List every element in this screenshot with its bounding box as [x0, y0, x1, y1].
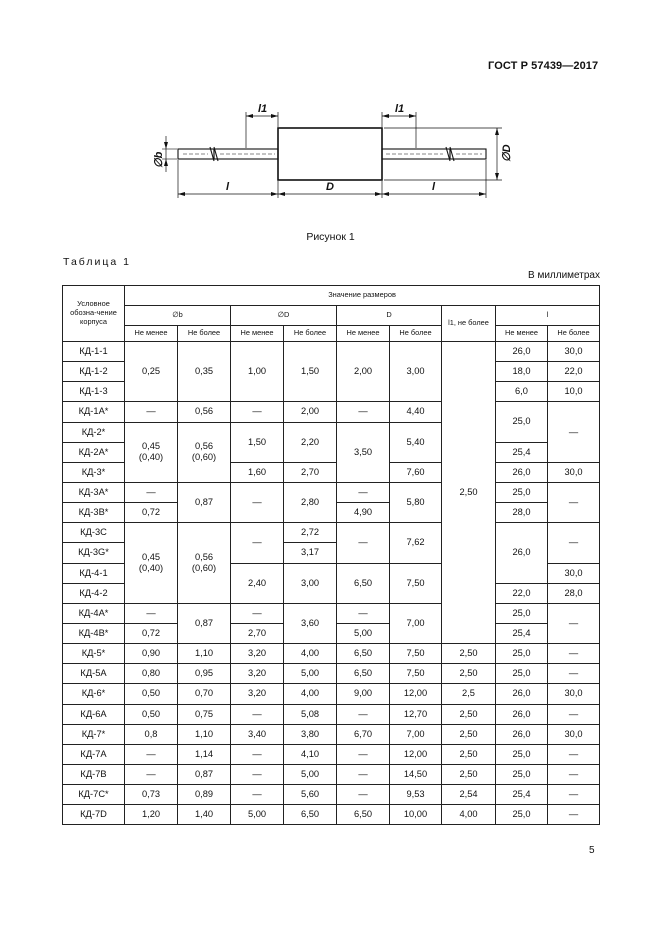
- cell: 0,35: [178, 342, 231, 402]
- cell: —: [231, 603, 284, 623]
- cell: 7,50: [390, 664, 442, 684]
- dimensions-table: [62, 285, 600, 825]
- package-body: [278, 128, 382, 180]
- cell: 1,60: [231, 462, 284, 482]
- cell: 0,75: [178, 704, 231, 724]
- table-row: [63, 724, 600, 744]
- cell-designation: КД-7D: [63, 805, 125, 825]
- cell: 2,54: [442, 785, 496, 805]
- cell: 2,70: [231, 623, 284, 643]
- cell: 2,50: [442, 704, 496, 724]
- cell: 26,0: [496, 724, 548, 744]
- cell: 0,25: [125, 342, 178, 402]
- cell: 0,72: [125, 623, 178, 643]
- cell: —: [548, 402, 600, 462]
- cell: 25,0: [496, 482, 548, 502]
- cell: 28,0: [548, 583, 600, 603]
- cell: 25,0: [496, 644, 548, 664]
- cell: 6,0: [496, 382, 548, 402]
- cell: —: [125, 764, 178, 784]
- cell: 5,60: [284, 785, 337, 805]
- cell-designation: КД-1-1: [63, 342, 125, 362]
- cell: 9,53: [390, 785, 442, 805]
- cell: 2,40: [231, 563, 284, 603]
- cell: 0,87: [178, 603, 231, 643]
- cell-designation: КД-4-1: [63, 563, 125, 583]
- cell: 12,00: [390, 744, 442, 764]
- header-l: l: [496, 306, 600, 326]
- cell-designation: КД-5*: [63, 644, 125, 664]
- cell: 2,5: [442, 684, 496, 704]
- table-row: [63, 764, 600, 784]
- dim-lead-diameter: ∅b: [153, 151, 165, 168]
- table-row: [63, 644, 600, 664]
- header-max: Не более: [548, 326, 600, 342]
- cell: 5,00: [284, 664, 337, 684]
- cell: —: [337, 603, 390, 623]
- cell: 10,0: [548, 382, 600, 402]
- cell: 0,87: [178, 764, 231, 784]
- table-row: [63, 603, 600, 623]
- cell: 25,0: [496, 764, 548, 784]
- cell: 0,56 (0,60): [178, 523, 231, 604]
- cell: 3,17: [284, 543, 337, 563]
- cell: 6,50: [337, 644, 390, 664]
- cell-designation: КД-3*: [63, 462, 125, 482]
- cell: 25,0: [496, 805, 548, 825]
- header-diam-D: ∅D: [231, 306, 337, 326]
- cell: 3,50: [337, 422, 390, 482]
- cell: 9,00: [337, 684, 390, 704]
- cell: 4,10: [284, 744, 337, 764]
- cell: 3,00: [390, 342, 442, 402]
- cell-designation: КД-5А: [63, 664, 125, 684]
- header-b: ∅b: [125, 306, 231, 326]
- cell-designation: КД-7С*: [63, 785, 125, 805]
- header-l1: l1, не более: [442, 306, 496, 342]
- cell: 25,4: [496, 623, 548, 643]
- cell: 1,50: [231, 422, 284, 462]
- cell: 2,50: [442, 744, 496, 764]
- cell: 2,50: [442, 724, 496, 744]
- cell: —: [231, 523, 284, 563]
- cell: —: [548, 523, 600, 563]
- cell: —: [231, 704, 284, 724]
- cell-designation: КД-1-3: [63, 382, 125, 402]
- package-drawing: [150, 96, 520, 216]
- dim-l-left: l: [226, 181, 230, 193]
- cell: 0,56: [178, 402, 231, 422]
- cell: 2,50: [442, 764, 496, 784]
- header-min: Не менее: [337, 326, 390, 342]
- cell: 22,0: [496, 583, 548, 603]
- cell: 30,0: [548, 563, 600, 583]
- cell: 3,80: [284, 724, 337, 744]
- table-units: В миллиметрах: [528, 270, 600, 281]
- cell: —: [548, 785, 600, 805]
- cell-designation: КД-6*: [63, 684, 125, 704]
- cell: 1,10: [178, 644, 231, 664]
- cell: 5,40: [390, 422, 442, 462]
- header-max: Не более: [178, 326, 231, 342]
- header-min: Не менее: [231, 326, 284, 342]
- table-row: [63, 805, 600, 825]
- cell: 0,8: [125, 724, 178, 744]
- cell: 0,56 (0,60): [178, 422, 231, 482]
- cell: 0,45 (0,40): [125, 523, 178, 604]
- header-max: Не более: [390, 326, 442, 342]
- cell: 6,50: [284, 805, 337, 825]
- cell: 7,50: [390, 644, 442, 664]
- cell: 3,60: [284, 603, 337, 643]
- table-row: [63, 664, 600, 684]
- table-title: Таблица 1: [63, 256, 131, 268]
- cell: 0,72: [125, 503, 178, 523]
- cell: —: [337, 482, 390, 502]
- cell: 2,70: [284, 462, 337, 482]
- cell-designation: КД-2А*: [63, 442, 125, 462]
- cell-designation: КД-4А*: [63, 603, 125, 623]
- cell: —: [337, 704, 390, 724]
- cell: 25,0: [496, 603, 548, 623]
- cell: 0,95: [178, 664, 231, 684]
- cell: 26,0: [496, 462, 548, 482]
- cell: —: [231, 482, 284, 522]
- cell: —: [548, 482, 600, 522]
- cell: 2,72: [284, 523, 337, 543]
- cell-designation: КД-4-2: [63, 583, 125, 603]
- cell-designation: КД-4В*: [63, 623, 125, 643]
- cell: —: [231, 785, 284, 805]
- cell: 3,40: [231, 724, 284, 744]
- cell: 5,00: [284, 764, 337, 784]
- cell: 0,80: [125, 664, 178, 684]
- cell: —: [337, 785, 390, 805]
- dim-l-right: l: [432, 181, 436, 193]
- cell: 30,0: [548, 684, 600, 704]
- cell: 1,40: [178, 805, 231, 825]
- cell: 3,20: [231, 684, 284, 704]
- cell: 26,0: [496, 704, 548, 724]
- cell: —: [548, 603, 600, 643]
- cell: 6,50: [337, 664, 390, 684]
- header-min: Не менее: [125, 326, 178, 342]
- cell: —: [231, 402, 284, 422]
- table-row: [63, 704, 600, 724]
- cell: —: [125, 482, 178, 502]
- cell-designation: КД-1А*: [63, 402, 125, 422]
- figure-caption: Рисунок 1: [306, 231, 355, 243]
- cell: —: [337, 523, 390, 563]
- cell: 25,4: [496, 785, 548, 805]
- header-designation: Условное обозна-чение корпуса: [63, 286, 125, 342]
- cell: 14,50: [390, 764, 442, 784]
- cell: 4,90: [337, 503, 390, 523]
- cell: 1,00: [231, 342, 284, 402]
- cell: —: [231, 744, 284, 764]
- header-D: D: [337, 306, 442, 326]
- cell: 2,50: [442, 664, 496, 684]
- cell: 5,80: [390, 482, 442, 522]
- cell: —: [125, 744, 178, 764]
- table-row: [63, 342, 600, 362]
- cell: 5,00: [231, 805, 284, 825]
- cell: 2,80: [284, 482, 337, 522]
- cell: 22,0: [548, 362, 600, 382]
- header-values: Значение размеров: [125, 286, 600, 306]
- cell: 12,00: [390, 684, 442, 704]
- cell: 1,10: [178, 724, 231, 744]
- cell: 0,50: [125, 704, 178, 724]
- cell: 4,40: [390, 402, 442, 422]
- cell: 2,00: [284, 402, 337, 422]
- cell: —: [548, 764, 600, 784]
- cell: —: [125, 402, 178, 422]
- cell: 0,50: [125, 684, 178, 704]
- page-number: 5: [589, 845, 595, 856]
- cell-designation: КД-3В*: [63, 503, 125, 523]
- cell: 7,62: [390, 523, 442, 563]
- cell: 1,50: [284, 342, 337, 402]
- cell: 1,14: [178, 744, 231, 764]
- table-row: [63, 684, 600, 704]
- cell-designation: КД-3А*: [63, 482, 125, 502]
- cell: 26,0: [496, 523, 548, 583]
- cell: —: [548, 744, 600, 764]
- cell: 25,0: [496, 744, 548, 764]
- cell: 0,70: [178, 684, 231, 704]
- cell-l1-merged: 2,50: [442, 342, 496, 644]
- cell-designation: КД-6А: [63, 704, 125, 724]
- cell: 1,20: [125, 805, 178, 825]
- cell: —: [337, 744, 390, 764]
- cell: 26,0: [496, 342, 548, 362]
- cell: 30,0: [548, 462, 600, 482]
- cell-designation: КД-7А: [63, 744, 125, 764]
- cell: 4,00: [284, 644, 337, 664]
- header-min: Не менее: [496, 326, 548, 342]
- cell: —: [125, 603, 178, 623]
- dim-body-length: D: [326, 181, 334, 193]
- cell: 18,0: [496, 362, 548, 382]
- cell: 7,60: [390, 462, 442, 482]
- cell: 7,00: [390, 603, 442, 643]
- cell: 7,00: [390, 724, 442, 744]
- table-row: [63, 744, 600, 764]
- cell: 2,50: [442, 644, 496, 664]
- cell: 5,00: [337, 623, 390, 643]
- cell: —: [548, 704, 600, 724]
- cell: 3,20: [231, 664, 284, 684]
- cell: 30,0: [548, 724, 600, 744]
- cell: 26,0: [496, 684, 548, 704]
- cell: 25,4: [496, 442, 548, 462]
- dim-l1-left: l1: [258, 103, 268, 115]
- cell: 12,70: [390, 704, 442, 724]
- cell: 2,20: [284, 422, 337, 462]
- cell-designation: КД-2*: [63, 422, 125, 442]
- cell: 6,50: [337, 805, 390, 825]
- cell: —: [337, 764, 390, 784]
- cell: 25,0: [496, 664, 548, 684]
- cell: 5,08: [284, 704, 337, 724]
- table-row: [63, 785, 600, 805]
- cell-designation: КД-7В: [63, 764, 125, 784]
- table-row: [63, 523, 600, 543]
- cell: —: [337, 402, 390, 422]
- cell: —: [548, 664, 600, 684]
- cell-designation: КД-3С: [63, 523, 125, 543]
- cell: 25,0: [496, 402, 548, 442]
- cell: 0,87: [178, 482, 231, 522]
- dim-l1-right: l1: [395, 103, 405, 115]
- cell: —: [231, 764, 284, 784]
- cell: 7,50: [390, 563, 442, 603]
- cell: 6,70: [337, 724, 390, 744]
- cell: 10,00: [390, 805, 442, 825]
- cell: —: [548, 805, 600, 825]
- cell: 0,73: [125, 785, 178, 805]
- cell: 3,20: [231, 644, 284, 664]
- dim-body-diameter: ∅D: [501, 144, 513, 162]
- table-row: [63, 402, 600, 422]
- cell-designation: КД-3G*: [63, 543, 125, 563]
- cell: 4,00: [284, 684, 337, 704]
- cell: 28,0: [496, 503, 548, 523]
- cell-designation: КД-1-2: [63, 362, 125, 382]
- cell: 0,45 (0,40): [125, 422, 178, 482]
- cell: 0,90: [125, 644, 178, 664]
- cell: 0,89: [178, 785, 231, 805]
- table-row: [63, 482, 600, 502]
- cell: 2,00: [337, 342, 390, 402]
- cell: 3,00: [284, 563, 337, 603]
- cell: 4,00: [442, 805, 496, 825]
- cell: 30,0: [548, 342, 600, 362]
- header-max: Не более: [284, 326, 337, 342]
- cell: —: [548, 644, 600, 664]
- standard-number: ГОСТ Р 57439—2017: [488, 60, 599, 72]
- cell: 6,50: [337, 563, 390, 603]
- cell-designation: КД-7*: [63, 724, 125, 744]
